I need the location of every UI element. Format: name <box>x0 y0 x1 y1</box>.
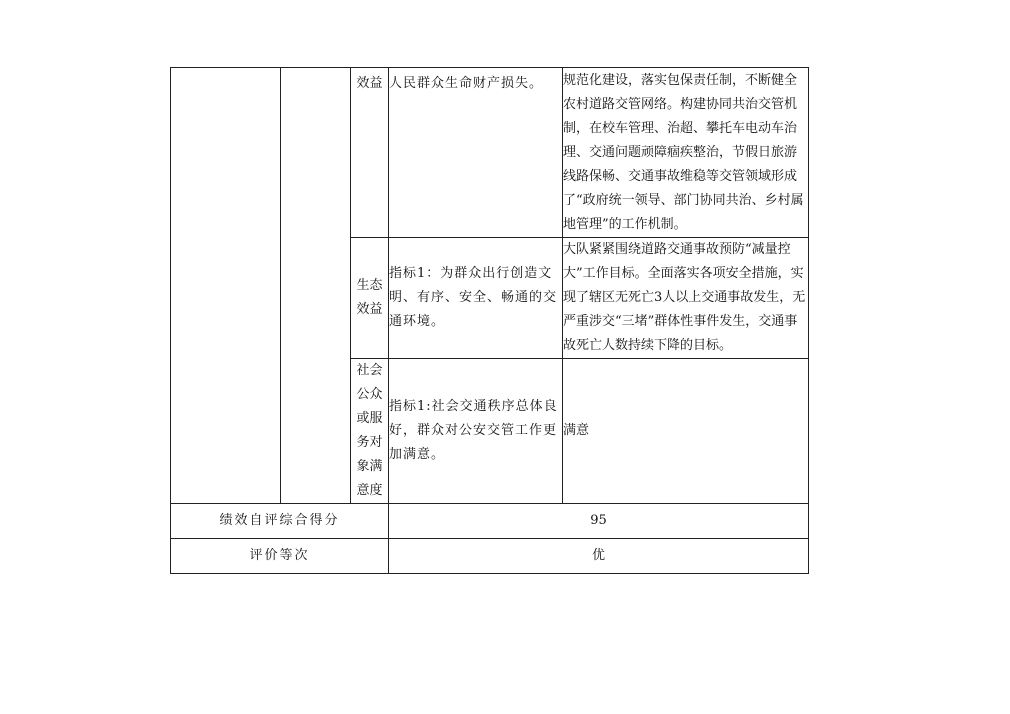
grade-value-cell <box>389 539 809 574</box>
table-row <box>171 68 809 238</box>
performance-table <box>170 67 809 574</box>
indicator-cell <box>389 68 563 238</box>
indicator-text: 人民群众生命财产损失。 <box>389 76 544 91</box>
description-text: 规范化建设，落实包保责任制，不断健全农村道路交管网络。构建协同共治交管机制，在校车管理、治超、攀托车电动车治理、交通问题顽障痼疾整治，节假日旅游线路保畅、交通事故维稳等交管领域形成了“政府统一领导、部门协同共治、乡村属地管理”的工作机制。 <box>563 72 804 232</box>
score-label-cell <box>171 504 389 539</box>
description-text: 大队紧紧围绕道路交通事故预防“减量控大”工作目标。全面落实各项安全措施，实现了辖区无死亡3人以上交通事故发生，无严重涉交“三堵”群体性事件发生，交通事故死亡人数持续下降的目标。 <box>563 242 806 353</box>
grade-value: 优 <box>591 548 605 563</box>
category-cell <box>351 359 389 504</box>
indicator-cell <box>389 238 563 359</box>
indicator-text: 指标1：为群众出行创造文明、有序、安全、畅通的交通环境。 <box>389 266 558 329</box>
indicator-text: 指标1:社会交通秩序总体良好，群众对公安交管工作更加满意。 <box>389 399 558 462</box>
score-value: 95 <box>590 513 607 528</box>
grade-label: 评价等次 <box>249 548 310 563</box>
description-cell <box>563 359 809 504</box>
description-cell <box>563 238 809 359</box>
category-cell <box>351 68 389 238</box>
category-cell <box>351 238 389 359</box>
category-text: 效益 <box>356 76 383 91</box>
score-row <box>171 504 809 539</box>
blank-cell-level2 <box>281 68 351 504</box>
indicator-cell <box>389 359 563 504</box>
score-value-cell <box>389 504 809 539</box>
blank-cell-level1 <box>171 68 281 504</box>
category-text: 生态效益 <box>356 278 383 317</box>
description-cell <box>563 68 809 238</box>
grade-label-cell <box>171 539 389 574</box>
score-label: 绩效自评综合得分 <box>219 513 340 528</box>
grade-row <box>171 539 809 574</box>
category-text: 社会公众或服务对象满意度 <box>356 363 383 498</box>
description-text: 满意 <box>563 423 590 438</box>
